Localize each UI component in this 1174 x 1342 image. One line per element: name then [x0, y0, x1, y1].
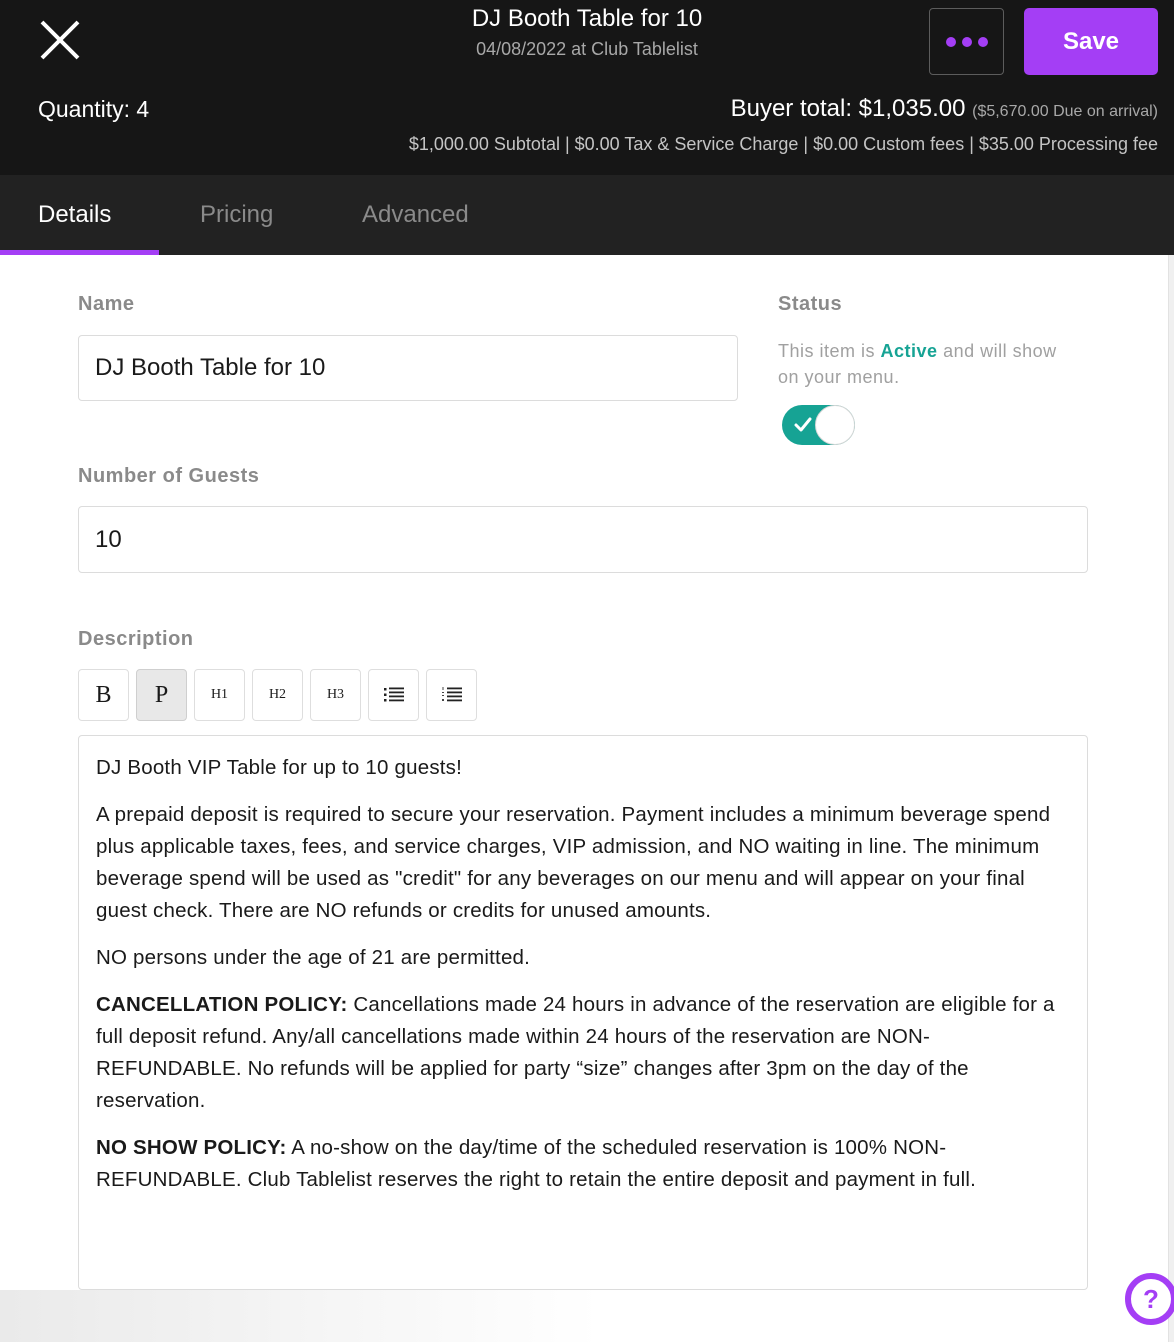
buyer-total [731, 93, 1158, 128]
status-label: Status [778, 293, 843, 315]
more-horizontal-icon-dot [978, 37, 988, 47]
heading-2-button[interactable]: H2 [252, 669, 303, 721]
name-label: Name [78, 293, 135, 315]
heading-3-button[interactable]: H3 [310, 669, 361, 721]
cancellation-policy-heading: CANCELLATION POLICY: [96, 993, 348, 1016]
no-show-policy-heading: NO SHOW POLICY: [96, 1136, 287, 1159]
bulleted-list-icon [383, 686, 405, 704]
more-horizontal-icon-dot [962, 37, 972, 47]
name-input[interactable] [78, 335, 738, 401]
description-editor[interactable] [78, 735, 1088, 1290]
scrollbar-track[interactable] [1168, 255, 1174, 1342]
price-breakdown: $1,000.00 Subtotal | $0.00 Tax & Service Charge | $0.00 Custom fees | $35.00 Processing fee [408, 134, 1158, 154]
status-prefix: This item is [778, 341, 876, 361]
no-show-policy-text: A no-show on the day/time of the scheduled reservation is 100% NON-REFUNDABLE. Club Tablelist reserves the right to retain the entire deposit and payment in full. [96, 1136, 977, 1191]
description-paragraph: A prepaid deposit is required to secure your reservation. Payment includes a minimum beverage spend plus applicable taxes, fees, and service charges, VIP admission, and NO waiting in line. The minimum beverage spend will be used as "credit" for any beverages on our menu and will appear on your final guest check. There are NO refunds or credits for unused amounts. [96, 803, 1051, 922]
tab-details[interactable]: Details [0, 175, 159, 255]
check-icon [793, 415, 813, 435]
guests-input[interactable] [78, 506, 1088, 573]
help-icon: ? [1143, 1283, 1159, 1314]
buyer-total-amount: Buyer total: $1,035.00 [730, 95, 966, 122]
help-button[interactable] [1125, 1273, 1174, 1325]
cancellation-policy-paragraph [96, 989, 1070, 1117]
cancellation-policy-text: Cancellations made 24 hours in advance of the reservation are eligible for a full deposit refund. Any/all cancellations made within 24 hours of the reservation are NON-REFUNDABLE. No refunds will be applied for party “size” changes after 3pm on the day of the reservation. [96, 993, 1055, 1112]
tab-pricing[interactable]: Pricing [200, 201, 274, 228]
no-show-policy-paragraph [96, 1132, 1070, 1196]
numbered-list-icon [441, 686, 463, 704]
bottom-shadow [0, 1290, 600, 1342]
description-paragraph: NO persons under the age of 21 are permitted. [96, 946, 531, 969]
toggle-knob [815, 405, 855, 445]
bold-button[interactable]: B [78, 669, 129, 721]
status-suffix: and will show on your menu. [778, 341, 1057, 387]
close-icon [36, 16, 84, 64]
heading-1-button[interactable]: H1 [194, 669, 245, 721]
event-subtitle: 04/08/2022 at Club Tablelist [476, 39, 698, 59]
description-paragraph: DJ Booth VIP Table for up to 10 guests! [96, 756, 463, 779]
status-toggle[interactable] [782, 405, 855, 445]
guests-label: Number of Guests [78, 465, 260, 487]
quantity-label: Quantity: 4 [38, 96, 150, 122]
header-bar [0, 0, 1174, 175]
numbered-list-button[interactable] [426, 669, 477, 721]
tab-advanced[interactable]: Advanced [362, 201, 469, 228]
editor-toolbar [78, 669, 477, 721]
bulleted-list-button[interactable] [368, 669, 419, 721]
save-button[interactable]: Save [1024, 8, 1158, 75]
paragraph-button[interactable]: P [136, 669, 187, 721]
more-horizontal-icon [946, 37, 956, 47]
status-active-word: Active [880, 341, 938, 361]
description-label: Description [78, 628, 194, 650]
more-options-button[interactable] [929, 8, 1004, 75]
tab-bar [0, 175, 1174, 255]
due-on-arrival: ($5,670.00 Due on arrival) [972, 103, 1158, 120]
status-description [778, 338, 1078, 390]
page-title: DJ Booth Table for 10 [471, 5, 703, 32]
close-button[interactable] [36, 16, 84, 64]
